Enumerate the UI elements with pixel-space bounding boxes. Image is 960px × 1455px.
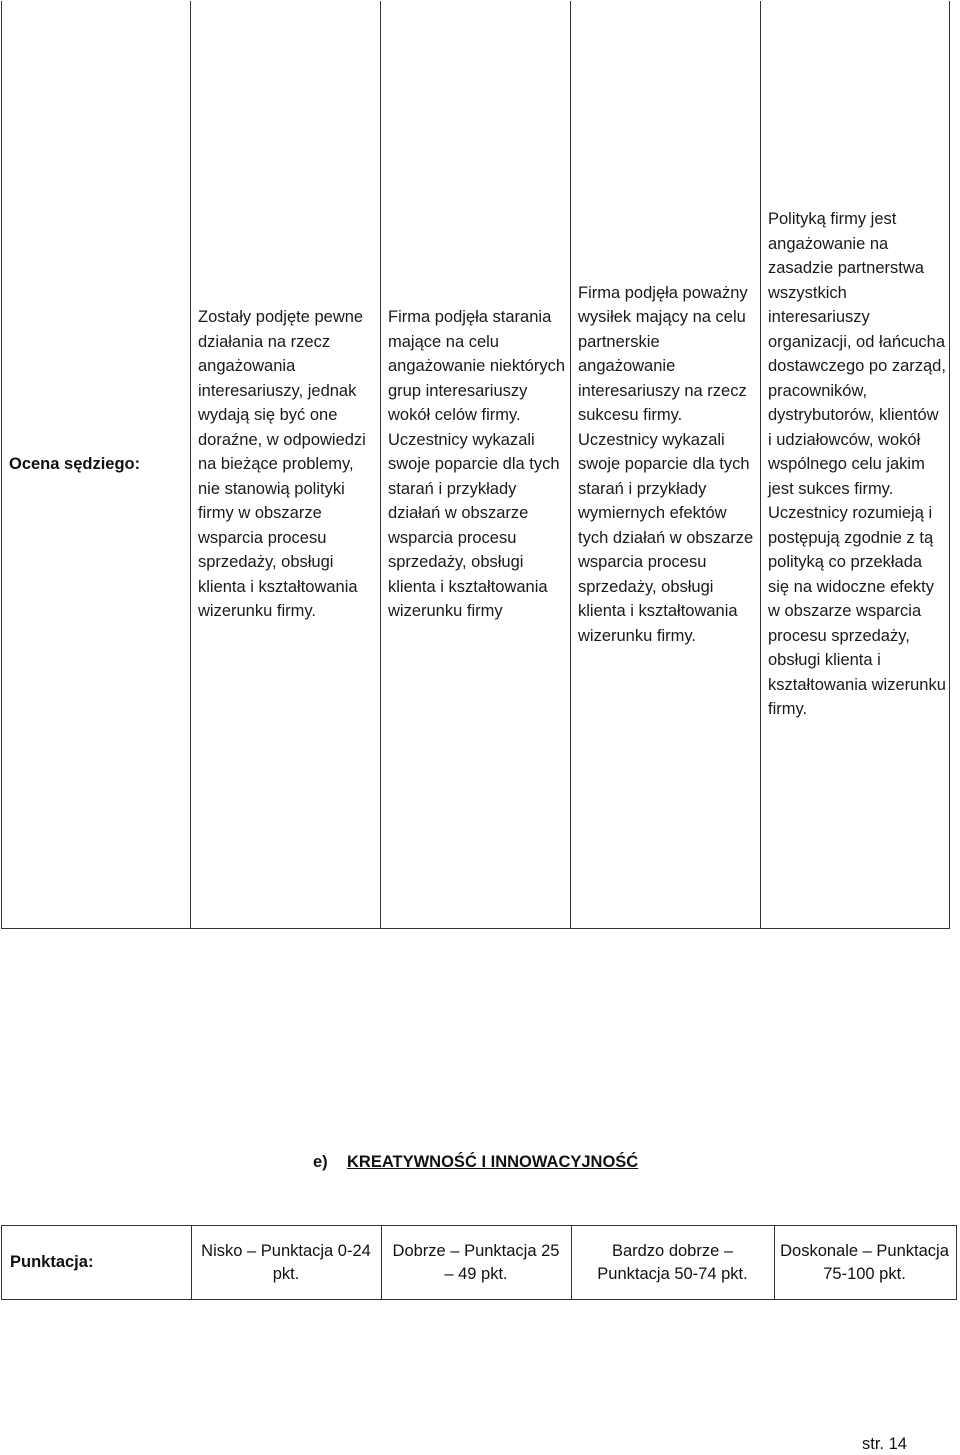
page-number: str. 14 bbox=[862, 1435, 907, 1453]
score-low: Nisko – Punktacja 0-24 pkt. bbox=[201, 1241, 371, 1283]
score-good: Dobrze – Punktacja 25 – 49 pkt. bbox=[392, 1241, 560, 1283]
table-divider bbox=[570, 1, 571, 929]
judge-text-good: Firma podjęła starania mające na celu angażowanie niektórych grup interesariuszy wokół celów firmy. Uczestnicy wykazali swoje poparcie dla tych starań i przykłady działań w obszarze wsparcia procesu sprzedaży, obsługi klienta i kształtowania wizerunku firmy bbox=[388, 308, 566, 621]
section-heading bbox=[313, 1153, 638, 1172]
judge-cell-very-good bbox=[578, 1, 756, 928]
judge-cell-low bbox=[198, 1, 376, 928]
section-letter: e) bbox=[313, 1153, 328, 1171]
judge-text-very-good: Firma podjęła poważny wysiłek mający na celu partnerskie angażowanie interesariuszy na rzecz sukcesu firmy. Uczestnicy wykazali swoje poparcie dla tych starań i przykłady wymiernych efektów tych działań w obszarze wsparcia procesu sprzedaży, obsługi klienta i kształtowania wizerunku firmy. bbox=[578, 283, 754, 645]
table-divider bbox=[760, 1, 761, 929]
section-title: KREATYWNOŚĆ I INNOWACYJNOŚĆ bbox=[347, 1153, 639, 1171]
table-border-left bbox=[1, 1, 2, 929]
judge-label-cell bbox=[9, 1, 185, 928]
score-very-good: Bardzo dobrze – Punktacja 50-74 pkt. bbox=[597, 1241, 748, 1283]
table-divider bbox=[190, 1, 191, 929]
table-divider bbox=[380, 1, 381, 929]
score-label: Punktacja: bbox=[10, 1253, 94, 1271]
judge-label: Ocena sędziego: bbox=[9, 455, 141, 473]
judge-text-excellent: Polityką firmy jest angażowanie na zasadzie partnerstwa wszystkich interesariuszy organizacji, od łańcucha dostawczego po zarząd, pracowników, dystrybutorów, klientów i udziałowców, wokół wspólnego celu jakim jest sukces firmy. Uczestnicy rozumieją i postępują zgodnie z tą polityką co przekłada się na widoczne efekty w obszarze wsparcia procesu sprzedaży, obsługi klienta i kształtowania wizerunku firmy. bbox=[768, 210, 946, 719]
score-excellent: Doskonale – Punktacja 75-100 pkt. bbox=[780, 1241, 949, 1283]
score-table bbox=[1, 1225, 957, 1300]
table-border-bottom bbox=[1, 928, 950, 929]
judge-cell-good bbox=[388, 1, 566, 928]
judge-text-low: Zostały podjęte pewne działania na rzecz angażowania interesariuszy, jednak wydają się być one doraźne, w odpowiedzi na bieżące problemy, nie stanowią polityki firmy w obszarze wsparcia procesu sprzedaży, obsługi klienta i kształtowania wizerunku firmy. bbox=[198, 308, 366, 621]
judge-table bbox=[1, 1, 950, 929]
judge-cell-excellent bbox=[768, 1, 946, 928]
table-border-right bbox=[949, 1, 950, 929]
